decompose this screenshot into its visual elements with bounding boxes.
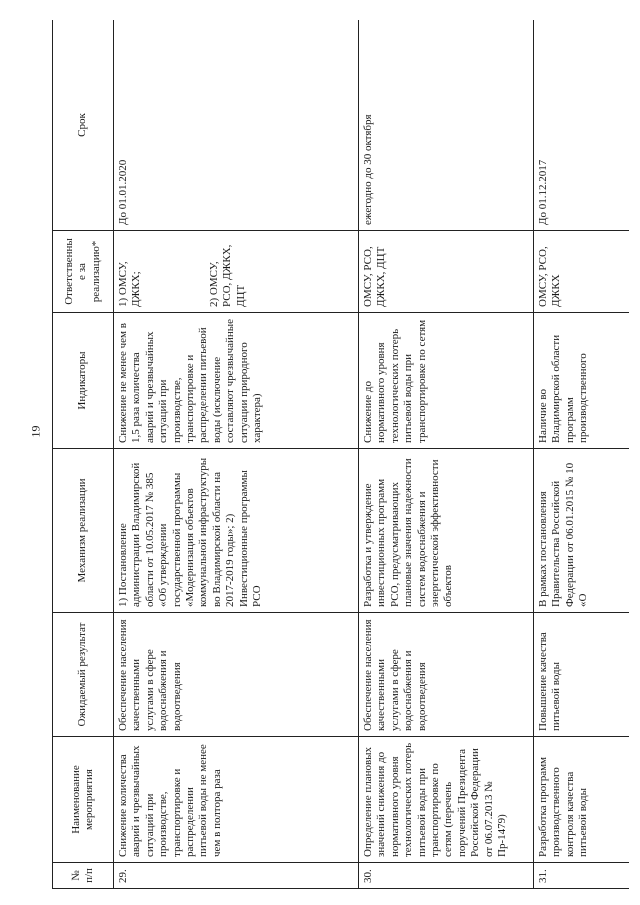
row-result: Обеспечение населения качественными услугами в сфере водоснабжения и водоотведения <box>359 613 534 737</box>
row-responsible-1: 1) ОМСУ, ДЖКХ; <box>117 261 143 307</box>
row-mechanism: 1) Постановление администрации Владимирской области от 10.05.2017 № 385 «Об утверждении государственной программы «Модернизация объектов коммунальной инфраструктуры во Владимирской области на 2017-2019 годы»; 2) Инвестиционные программы РСО <box>114 449 359 613</box>
table-row <box>534 20 630 889</box>
row-result: Обеспечение населения качественными услугами в сфере водоснабжения и водоотведения <box>114 613 359 737</box>
row-responsible <box>359 231 534 313</box>
row-responsible-1: ОМСУ, РСО, ДЖКХ, ДЦТ <box>362 246 388 307</box>
row-name: Снижение количества аварий и чрезвычайных ситуаций при производстве, транспортировке и распределении питьевой воды не менее чем в полтора раза <box>114 737 359 863</box>
row-deadline: До 01.01.2020 <box>114 20 359 231</box>
row-name: Определение плановых значений снижения до нормативного уровня технологических потерь питьевой воды при транспортировке по сетям (перечень поручений Президента Российской Федерации от 06.07.2013 № Пр-1479) <box>359 737 534 863</box>
header-deadline: Срок <box>53 20 114 231</box>
row-name: Разработка программ производственного контроля качества питьевой воды <box>534 737 630 863</box>
header-name: Наименование мероприятия <box>53 737 114 863</box>
header-responsible: Ответственные за реализацию* <box>53 231 114 313</box>
header-row <box>53 20 114 889</box>
row-num: 30. <box>359 863 534 889</box>
row-indicators: Снижение не менее чем в 1,5 раза количества аварий и чрезвычайных ситуаций при производстве, транспортировке и распределении питьевой воды (исключение составляют чрезвычайные ситуации природного характера) <box>114 313 359 449</box>
document-sheet <box>52 20 629 889</box>
header-mechanism: Механизм реализации <box>53 449 114 613</box>
table-row <box>114 20 359 889</box>
row-responsible <box>534 231 630 313</box>
row-num: 29. <box>114 863 359 889</box>
measures-table <box>52 20 629 889</box>
row-responsible <box>114 231 359 313</box>
row-indicators: Снижение до нормативного уровня технологических потерь питьевой воды при транспортировке по сетям <box>359 313 534 449</box>
row-mechanism: Разработка и утверждение инвестиционных программ РСО, предусматривающих плановые значения надежности систем водоснабжения и энергетической эффективности объектов <box>359 449 534 613</box>
header-num: № п/п <box>53 863 114 889</box>
rotated-table-container <box>52 20 629 889</box>
row-indicators: Наличие во Владимирской области программ производственного <box>534 313 630 449</box>
header-indicators: Индикаторы <box>53 313 114 449</box>
row-result: Повышение качества питьевой воды <box>534 613 630 737</box>
row-responsible-1: ОМСУ, РСО, ДЖКХ <box>537 246 563 307</box>
table-row <box>359 20 534 889</box>
row-deadline: ежегодно до 30 октября <box>359 20 534 231</box>
row-responsible-2: 2) ОМСУ, РСО, ДЖКХ, ДЦТ <box>207 244 247 307</box>
page-number: 19 <box>28 425 43 438</box>
row-mechanism: В рамках постановления Правительства Российской Федерации от 06.01.2015 № 10 «О <box>534 449 630 613</box>
row-deadline: До 01.12.2017 <box>534 20 630 231</box>
row-num: 31. <box>534 863 630 889</box>
header-result: Ожидаемый результат <box>53 613 114 737</box>
